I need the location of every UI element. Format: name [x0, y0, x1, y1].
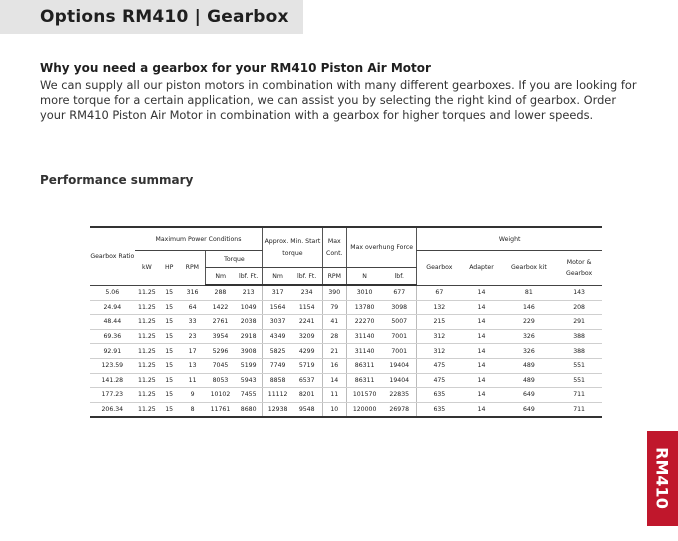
table-cell: 14 — [461, 358, 501, 373]
table-cell: 390 — [322, 285, 347, 300]
table-cell: 19404 — [382, 373, 417, 388]
table-cell: 291 — [556, 315, 602, 330]
table-row — [90, 373, 602, 388]
table-cell: 2241 — [292, 315, 322, 330]
side-tab-label: RM410 — [652, 447, 672, 509]
table-cell: 11.25 — [135, 373, 160, 388]
table-cell: 132 — [417, 300, 462, 315]
table-cell: 1049 — [235, 300, 263, 315]
col-weight-gearbox-kit: Gearbox kit — [502, 251, 557, 286]
col-group-weight: Weight — [417, 227, 602, 251]
table-cell: 141.28 — [90, 373, 135, 388]
table-cell: 11.25 — [135, 358, 160, 373]
table-cell: 14 — [322, 373, 347, 388]
table-cell: 10 — [322, 402, 347, 417]
table-cell: 123.59 — [90, 358, 135, 373]
performance-table-wrapper — [90, 226, 602, 418]
table-cell: 326 — [502, 344, 557, 359]
table-cell: 551 — [556, 373, 602, 388]
table-row — [90, 300, 602, 315]
table-cell: 21 — [322, 344, 347, 359]
table-cell: 41 — [322, 315, 347, 330]
table-cell: 101570 — [347, 388, 383, 403]
table-cell: 1564 — [263, 300, 292, 315]
table-cell: 475 — [417, 373, 462, 388]
table-cell: 10102 — [206, 388, 235, 403]
table-cell: 12938 — [263, 402, 292, 417]
table-cell: 4349 — [263, 329, 292, 344]
col-weight-adapter: Adapter — [461, 251, 501, 286]
col-kw: kW — [135, 251, 160, 286]
table-row — [90, 402, 602, 417]
table-cell: 7001 — [382, 329, 417, 344]
table-cell: 475 — [417, 358, 462, 373]
table-cell: 24.94 — [90, 300, 135, 315]
table-cell: 15 — [159, 300, 179, 315]
table-cell: 1154 — [292, 300, 322, 315]
table-cell: 649 — [502, 388, 557, 403]
col-group-max-cont: Max Cont. — [322, 227, 347, 268]
table-cell: 4299 — [292, 344, 322, 359]
table-cell: 208 — [556, 300, 602, 315]
table-cell: 11112 — [263, 388, 292, 403]
table-cell: 635 — [417, 388, 462, 403]
table-cell: 33 — [179, 315, 206, 330]
table-cell: 31140 — [347, 329, 383, 344]
table-cell: 312 — [417, 329, 462, 344]
table-cell: 3037 — [263, 315, 292, 330]
table-cell: 388 — [556, 329, 602, 344]
table-cell: 11.25 — [135, 300, 160, 315]
table-cell: 28 — [322, 329, 347, 344]
table-cell: 15 — [159, 329, 179, 344]
col-force-lbf: lbf. — [382, 268, 417, 286]
table-cell: 551 — [556, 358, 602, 373]
table-cell: 79 — [322, 300, 347, 315]
col-group-max-power: Maximum Power Conditions — [135, 227, 263, 251]
table-cell: 64 — [179, 300, 206, 315]
col-group-max-overhung: Max overhung Force — [347, 227, 417, 268]
table-cell: 489 — [502, 358, 557, 373]
table-cell: 14 — [461, 402, 501, 417]
table-cell: 215 — [417, 315, 462, 330]
table-cell: 14 — [461, 285, 501, 300]
table-cell: 48.44 — [90, 315, 135, 330]
table-cell: 5.06 — [90, 285, 135, 300]
table-cell: 143 — [556, 285, 602, 300]
table-cell: 19404 — [382, 358, 417, 373]
table-cell: 7455 — [235, 388, 263, 403]
table-cell: 5007 — [382, 315, 417, 330]
table-cell: 3954 — [206, 329, 235, 344]
table-cell: 9548 — [292, 402, 322, 417]
table-cell: 81 — [502, 285, 557, 300]
col-hp: HP — [159, 251, 179, 286]
table-cell: 15 — [159, 285, 179, 300]
table-cell: 14 — [461, 300, 501, 315]
table-body — [90, 285, 602, 417]
table-cell: 11.25 — [135, 344, 160, 359]
table-cell: 11.25 — [135, 329, 160, 344]
table-cell: 5943 — [235, 373, 263, 388]
col-rpm: RPM — [179, 251, 206, 286]
table-cell: 7749 — [263, 358, 292, 373]
table-cell: 7001 — [382, 344, 417, 359]
table-cell: 177.23 — [90, 388, 135, 403]
table-cell: 22835 — [382, 388, 417, 403]
table-cell: 11 — [322, 388, 347, 403]
table-cell: 8053 — [206, 373, 235, 388]
intro-paragraph: We can supply all our piston motors in combination with many different gearboxes. If you are looking for more torque for a certain application, we can assist you by selecting the right kind of gearbox. Order your RM410 Piston Air Motor in combination with a gearbox for higher torques and lower speeds. — [40, 78, 637, 122]
table-cell: 67 — [417, 285, 462, 300]
table-cell: 15 — [159, 315, 179, 330]
table-cell: 388 — [556, 344, 602, 359]
table-cell: 206.34 — [90, 402, 135, 417]
table-cell: 9 — [179, 388, 206, 403]
table-cell: 5296 — [206, 344, 235, 359]
table-cell: 2918 — [235, 329, 263, 344]
col-weight-gearbox: Gearbox — [417, 251, 462, 286]
table-cell: 13780 — [347, 300, 383, 315]
table-cell: 489 — [502, 373, 557, 388]
table-cell: 1422 — [206, 300, 235, 315]
col-weight-motor-gearbox: Motor & Gearbox — [556, 251, 602, 286]
table-cell: 92.91 — [90, 344, 135, 359]
table-cell: 69.36 — [90, 329, 135, 344]
table-cell: 326 — [502, 329, 557, 344]
table-cell: 146 — [502, 300, 557, 315]
table-cell: 120000 — [347, 402, 383, 417]
col-force-n: N — [347, 268, 383, 286]
table-cell: 11.25 — [135, 315, 160, 330]
table-cell: 11.25 — [135, 388, 160, 403]
table-cell: 711 — [556, 402, 602, 417]
col-gearbox-ratio: Gearbox Ratio — [90, 227, 135, 285]
table-cell: 3908 — [235, 344, 263, 359]
table-cell: 11.25 — [135, 285, 160, 300]
table-cell: 14 — [461, 344, 501, 359]
col-torque: Torque — [206, 251, 263, 268]
table-cell: 14 — [461, 388, 501, 403]
table-cell: 8858 — [263, 373, 292, 388]
table-cell: 13 — [179, 358, 206, 373]
col-torque-lbf: lbf. Ft. — [235, 268, 263, 286]
table-cell: 15 — [159, 344, 179, 359]
col-start-lbf: lbf. Ft. — [292, 268, 322, 286]
table-cell: 3098 — [382, 300, 417, 315]
table-cell: 6537 — [292, 373, 322, 388]
performance-table — [90, 226, 602, 418]
table-cell: 15 — [159, 373, 179, 388]
table-cell: 26978 — [382, 402, 417, 417]
table-row — [90, 344, 602, 359]
table-row — [90, 358, 602, 373]
table-cell: 312 — [417, 344, 462, 359]
table-cell: 288 — [206, 285, 235, 300]
table-cell: 8680 — [235, 402, 263, 417]
table-cell: 5719 — [292, 358, 322, 373]
table-cell: 16 — [322, 358, 347, 373]
table-cell: 677 — [382, 285, 417, 300]
col-group-approx-min: Approx. Min. Start torque — [263, 227, 322, 268]
table-cell: 7045 — [206, 358, 235, 373]
table-cell: 229 — [502, 315, 557, 330]
table-cell: 14 — [461, 315, 501, 330]
table-cell: 635 — [417, 402, 462, 417]
table-cell: 15 — [159, 388, 179, 403]
side-tab — [647, 431, 678, 526]
table-cell: 15 — [159, 402, 179, 417]
table-cell: 86311 — [347, 358, 383, 373]
table-row — [90, 285, 602, 300]
table-cell: 22270 — [347, 315, 383, 330]
page-title: Options RM410 | Gearbox — [40, 7, 289, 27]
table-cell: 2761 — [206, 315, 235, 330]
table-cell: 213 — [235, 285, 263, 300]
table-row — [90, 315, 602, 330]
col-cont-rpm: RPM — [322, 268, 347, 286]
table-cell: 649 — [502, 402, 557, 417]
table-cell: 11761 — [206, 402, 235, 417]
table-row — [90, 388, 602, 403]
col-start-nm: Nm — [263, 268, 292, 286]
table-cell: 23 — [179, 329, 206, 344]
table-cell: 11 — [179, 373, 206, 388]
table-cell: 31140 — [347, 344, 383, 359]
table-cell: 234 — [292, 285, 322, 300]
table-cell: 2038 — [235, 315, 263, 330]
table-cell: 3010 — [347, 285, 383, 300]
table-cell: 3209 — [292, 329, 322, 344]
table-cell: 14 — [461, 329, 501, 344]
table-cell: 15 — [159, 358, 179, 373]
table-cell: 316 — [179, 285, 206, 300]
table-cell: 8201 — [292, 388, 322, 403]
table-cell: 5825 — [263, 344, 292, 359]
title-bar — [0, 0, 303, 34]
table-cell: 11.25 — [135, 402, 160, 417]
table-cell: 86311 — [347, 373, 383, 388]
table-cell: 8 — [179, 402, 206, 417]
table-cell: 14 — [461, 373, 501, 388]
table-row — [90, 329, 602, 344]
table-cell: 317 — [263, 285, 292, 300]
table-cell: 5199 — [235, 358, 263, 373]
table-cell: 711 — [556, 388, 602, 403]
section-heading: Why you need a gearbox for your RM410 Piston Air Motor — [40, 61, 431, 75]
table-cell: 17 — [179, 344, 206, 359]
performance-heading: Performance summary — [40, 173, 194, 187]
col-torque-nm: Nm — [206, 268, 235, 286]
